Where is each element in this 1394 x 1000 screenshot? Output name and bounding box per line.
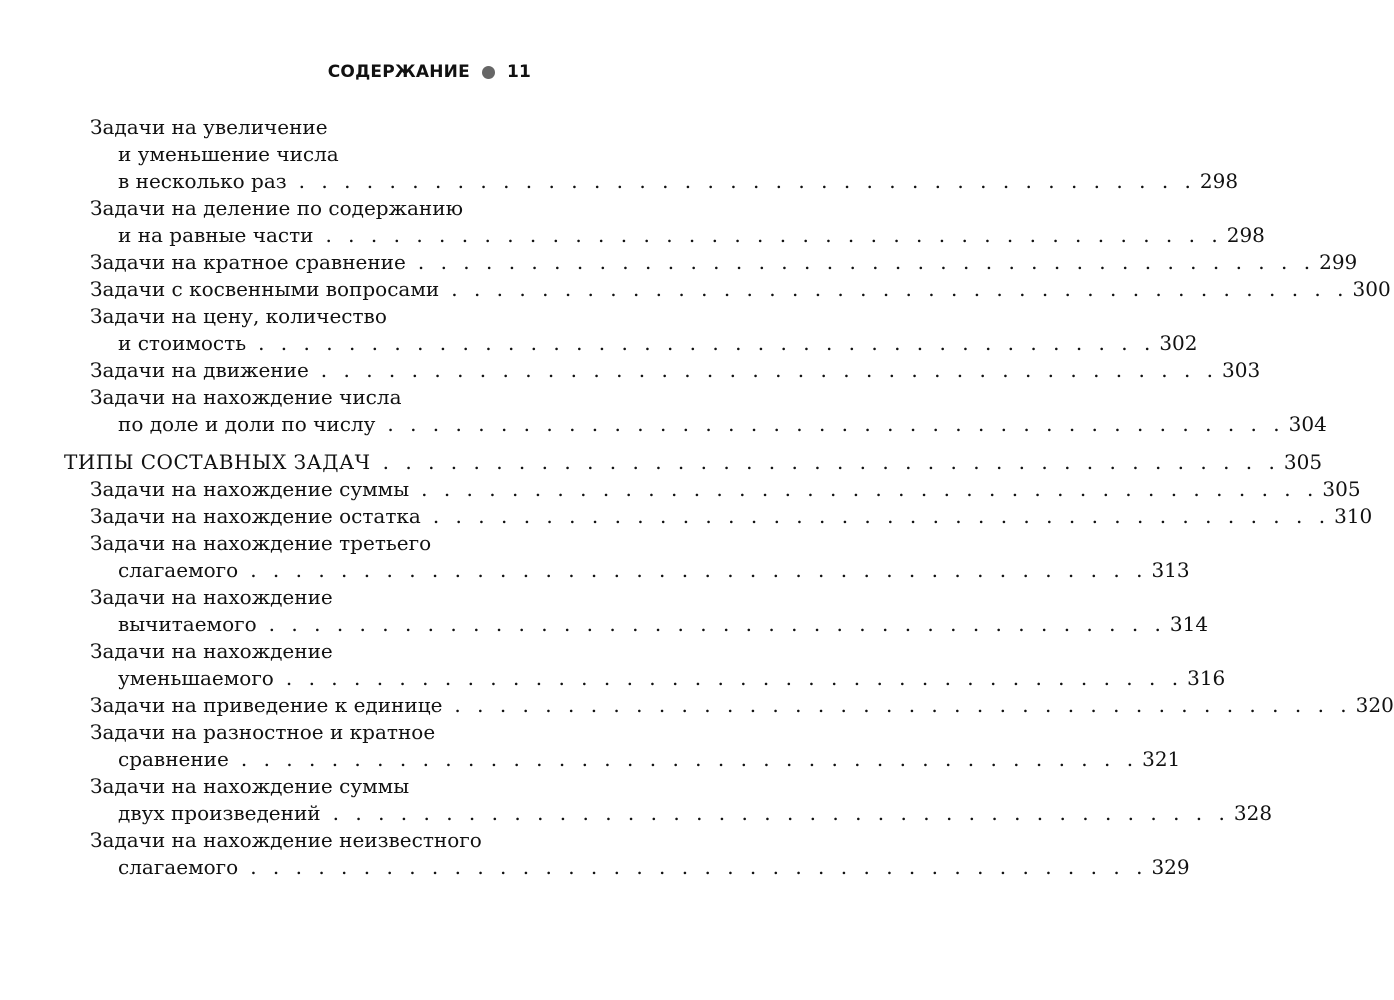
entry-title-text: Задачи на увеличение: [90, 115, 328, 139]
toc-entry-line: [64, 719, 526, 746]
entry-page-number: 316: [1187, 666, 1226, 690]
toc-entry[interactable]: [64, 530, 1190, 584]
dot-leader: . . . . . . . . . . . . . . . . . . . . . . . . . . . . . . . . . . . . . . . .: [387, 412, 1285, 436]
entry-page-number: 300: [1352, 277, 1391, 301]
toc-entry[interactable]: [64, 773, 1273, 827]
toc-entry[interactable]: [64, 584, 1209, 638]
entry-page-number: 310: [1334, 504, 1373, 528]
bullet-dot-icon: [482, 66, 495, 79]
entry-page-number: 298: [1226, 223, 1265, 247]
toc-entry-last-line: [64, 357, 1261, 384]
page-number: 11: [506, 62, 531, 82]
entry-title-text: слагаемого: [118, 558, 239, 582]
toc-entry[interactable]: [64, 195, 1265, 249]
entry-title-text: уменьшаемого: [118, 666, 274, 690]
entry-title-text: двух произведений: [118, 801, 321, 825]
entry-title-text: Задачи на нахождение суммы: [90, 774, 410, 798]
entry-title-text: Задачи на нахождение остатка: [90, 504, 421, 528]
toc-entry-line: [64, 773, 526, 800]
toc-entry[interactable]: [64, 249, 1358, 276]
toc-entry[interactable]: [64, 503, 1373, 530]
toc-entry[interactable]: [64, 719, 1181, 773]
entry-title-text: сравнение: [118, 747, 229, 771]
toc-entry-last-line: [64, 168, 1239, 195]
entry-title-text: Задачи на деление по содержанию: [90, 196, 464, 220]
dot-leader: . . . . . . . . . . . . . . . . . . . . . . . . . . . . . . . . . . . . . . . .: [325, 223, 1223, 247]
dot-leader: . . . . . . . . . . . . . . . . . . . . . . . . . . . . . . . . . . . . . . . .: [382, 450, 1280, 474]
entry-page-number: 313: [1151, 558, 1190, 582]
entry-page-number: 305: [1283, 450, 1323, 474]
toc-entry-line: [64, 141, 526, 168]
toc-entry-line: [64, 530, 526, 557]
toc-entry-last-line: [64, 692, 1394, 719]
entry-title-text: Задачи на приведение к единице: [90, 693, 443, 717]
toc-entry-last-line: [64, 557, 1190, 584]
entry-page-number: 328: [1233, 801, 1273, 825]
toc-entry[interactable]: [64, 303, 1198, 357]
dot-leader: . . . . . . . . . . . . . . . . . . . . . . . . . . . . . . . . . . . . . . . .: [250, 558, 1148, 582]
toc-entry[interactable]: [64, 638, 1226, 692]
dot-leader: . . . . . . . . . . . . . . . . . . . . . . . . . . . . . . . . . . . . . . . .: [421, 477, 1319, 501]
dot-leader: . . . . . . . . . . . . . . . . . . . . . . . . . . . . . . . . . . . . . . . .: [298, 169, 1196, 193]
entry-title-text: Задачи на нахождение третьего: [90, 531, 432, 555]
entry-title-text: по доле и доли по числу: [118, 412, 376, 436]
entry-page-number: 314: [1169, 612, 1209, 636]
toc-entry-last-line: [64, 746, 1181, 773]
dot-leader: . . . . . . . . . . . . . . . . . . . . . . . . . . . . . . . . . . . . . . . .: [454, 693, 1352, 717]
entry-title-text: Задачи на движение: [90, 358, 309, 382]
entry-title-text: Задачи на кратное сравнение: [90, 250, 406, 274]
entry-title-text: и стоимость: [118, 331, 247, 355]
entry-title-text: и на равные части: [118, 223, 314, 247]
entry-title-text: слагаемого: [118, 855, 239, 879]
entry-title-text: Задачи на нахождение: [90, 585, 333, 609]
toc-entry-line: [64, 114, 526, 141]
toc-entry-line: [64, 384, 526, 411]
dot-leader: . . . . . . . . . . . . . . . . . . . . . . . . . . . . . . . . . . . . . . . .: [250, 855, 1148, 879]
dot-leader: . . . . . . . . . . . . . . . . . . . . . . . . . . . . . . . . . . . . . . . .: [320, 358, 1219, 382]
entry-page-number: 320: [1355, 693, 1394, 717]
section-title: ТИПЫ СОСТАВНЫХ ЗАДАЧ: [64, 450, 371, 474]
toc-entry-last-line: [64, 222, 1265, 249]
dot-leader: . . . . . . . . . . . . . . . . . . . . . . . . . . . . . . . . . . . . . . . .: [240, 747, 1139, 771]
entry-title-text: и уменьшение числа: [118, 142, 339, 166]
toc-entry-last-line: [64, 276, 1391, 303]
running-header: [328, 62, 531, 82]
dot-leader: . . . . . . . . . . . . . . . . . . . . . . . . . . . . . . . . . . . . . . . .: [285, 666, 1184, 690]
entry-title-text: Задачи с косвенными вопросами: [90, 277, 440, 301]
dot-leader: . . . . . . . . . . . . . . . . . . . . . . . . . . . . . . . . . . . . . . . .: [417, 250, 1316, 274]
toc-entry-last-line: [64, 411, 1327, 438]
toc-entry-last-line: [64, 611, 1209, 638]
entry-page-number: 299: [1319, 250, 1358, 274]
toc-entry[interactable]: [64, 827, 1190, 881]
toc-entry-last-line: [64, 665, 1226, 692]
header-title: СОДЕРЖАНИЕ: [327, 62, 470, 82]
entry-title-text: Задачи на разностное и кратное: [90, 720, 436, 744]
toc-entry-last-line: [64, 449, 1323, 476]
toc-entry-line: [64, 638, 526, 665]
toc-entry-line: [64, 584, 526, 611]
toc-entry-line: [64, 303, 526, 330]
entry-title-text: вычитаемого: [118, 612, 257, 636]
toc-entry-last-line: [64, 249, 1358, 276]
toc-entry[interactable]: [64, 357, 1261, 384]
toc-entry[interactable]: [64, 476, 1361, 503]
entry-page-number: 303: [1222, 358, 1261, 382]
toc-entry-last-line: [64, 854, 1190, 881]
toc-entry-last-line: [64, 800, 1273, 827]
dot-leader: . . . . . . . . . . . . . . . . . . . . . . . . . . . . . . . . . . . . . . . .: [432, 504, 1331, 528]
entry-title-text: Задачи на нахождение числа: [90, 385, 402, 409]
toc-entry-last-line: [64, 330, 1198, 357]
toc-entry[interactable]: [64, 384, 1327, 438]
entry-page-number: 298: [1199, 169, 1239, 193]
entry-title-text: Задачи на цену, количество: [90, 304, 387, 328]
toc-entry-line: [64, 195, 526, 222]
entry-page-number: 329: [1151, 855, 1190, 879]
dot-leader: . . . . . . . . . . . . . . . . . . . . . . . . . . . . . . . . . . . . . . . .: [332, 801, 1230, 825]
entry-title-text: в несколько раз: [118, 169, 287, 193]
entry-title-text: Задачи на нахождение суммы: [90, 477, 410, 501]
table-of-contents: [64, 114, 1394, 881]
toc-entry[interactable]: [64, 276, 1391, 303]
dot-leader: . . . . . . . . . . . . . . . . . . . . . . . . . . . . . . . . . . . . . . . .: [451, 277, 1349, 301]
toc-entry[interactable]: [64, 114, 1239, 195]
toc-entry-line: [64, 827, 526, 854]
toc-entry-last-line: [64, 503, 1373, 530]
entry-page-number: 302: [1159, 331, 1198, 355]
entry-page-number: 304: [1288, 412, 1327, 436]
toc-entry-last-line: [64, 476, 1361, 503]
toc-entry[interactable]: [64, 692, 1394, 719]
entry-page-number: 305: [1322, 477, 1361, 501]
dot-leader: . . . . . . . . . . . . . . . . . . . . . . . . . . . . . . . . . . . . . . . .: [258, 331, 1156, 355]
entry-title-text: Задачи на нахождение неизвестного: [90, 828, 482, 852]
toc-section[interactable]: [64, 449, 1323, 476]
entry-title-text: Задачи на нахождение: [90, 639, 333, 663]
dot-leader: . . . . . . . . . . . . . . . . . . . . . . . . . . . . . . . . . . . . . . . .: [268, 612, 1166, 636]
entry-page-number: 321: [1142, 747, 1181, 771]
section-spacer: [64, 438, 526, 449]
